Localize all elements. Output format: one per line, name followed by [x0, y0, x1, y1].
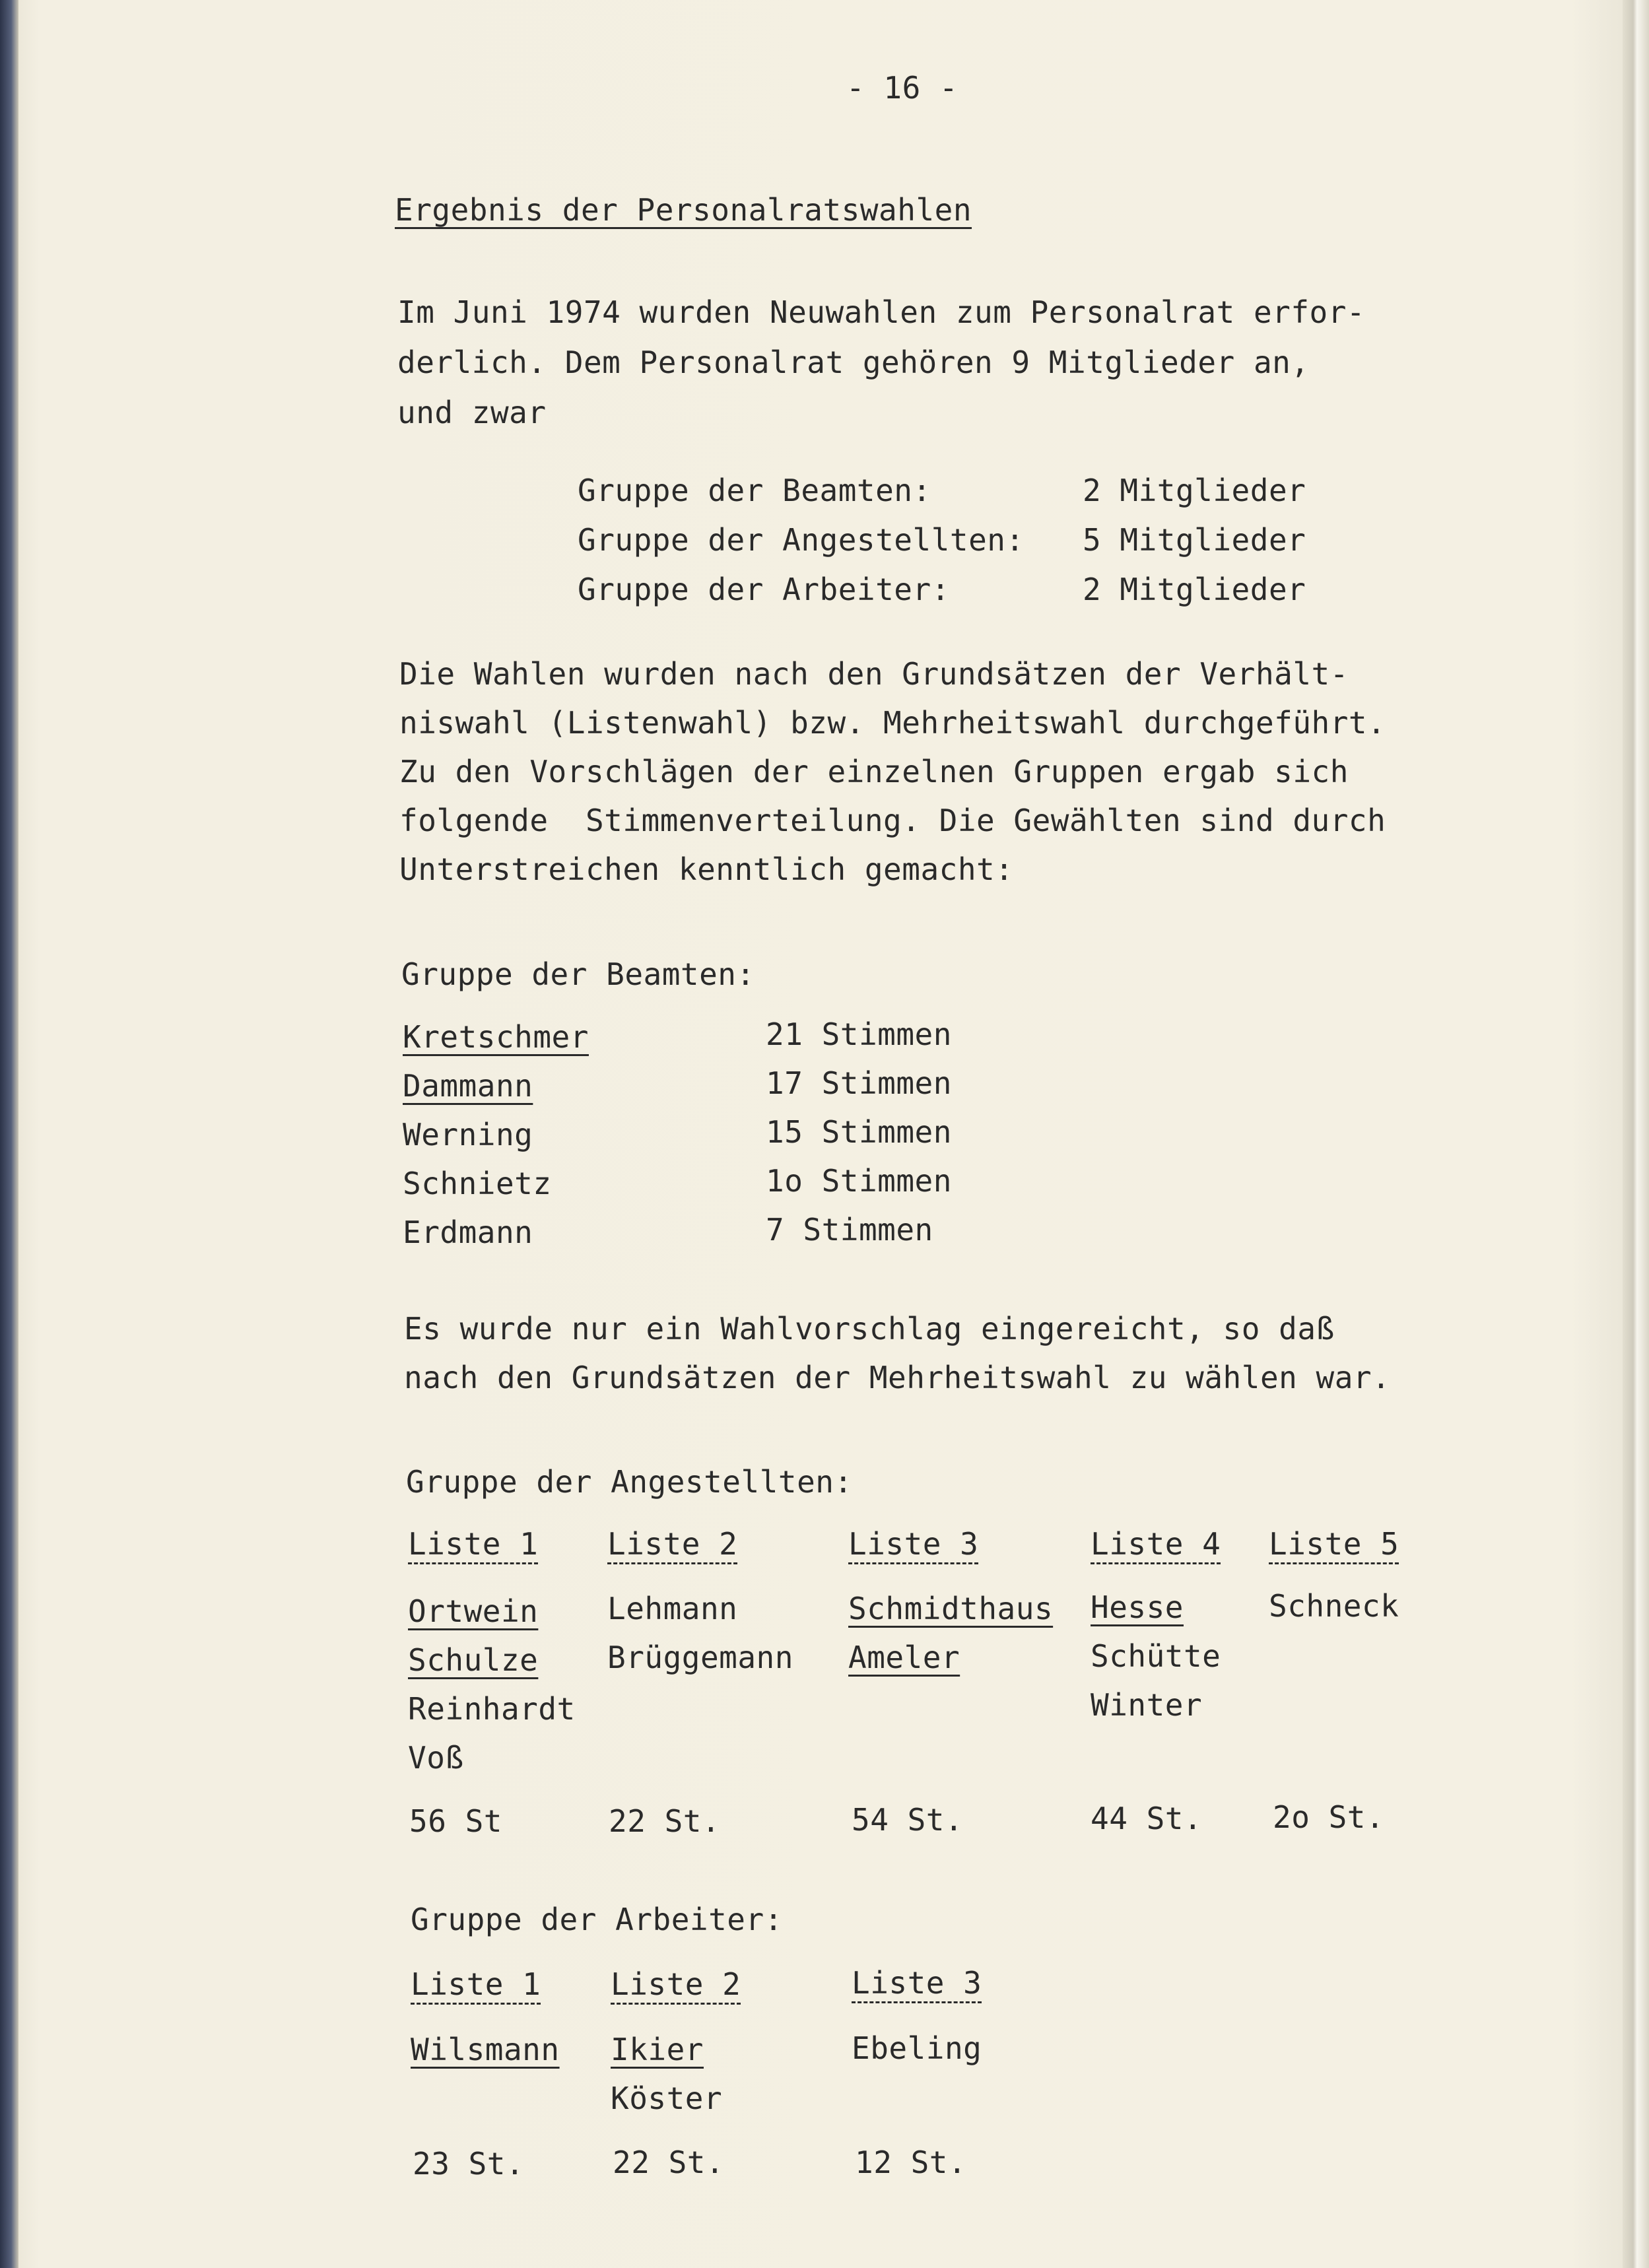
arbeiter-list-3-name-1: Ebeling: [852, 2030, 982, 2066]
arbeiter-list-3-title: Liste 3: [852, 1965, 982, 2001]
arbeiter-list-2-name-1: Ikier: [611, 2032, 704, 2067]
group-count-arbeiter: 2 Mitglieder: [1083, 572, 1306, 607]
group-label-beamte: Gruppe der Beamten:: [578, 473, 931, 508]
angestellte-list-1-name-2: Schulze: [408, 1642, 539, 1678]
angestellte-list-4-name-1: Hesse: [1091, 1589, 1184, 1625]
beamte-name-1: Kretschmer: [403, 1019, 589, 1055]
arbeiter-list-3-total: 12 St.: [855, 2145, 967, 2180]
beamte-votes-4: 1o Stimmen: [766, 1163, 952, 1199]
angestellte-list-1-name-3: Reinhardt: [408, 1691, 576, 1727]
group-count-beamte: 2 Mitglieder: [1083, 473, 1306, 508]
beamte-votes-3: 15 Stimmen: [766, 1114, 952, 1150]
method-line-4: folgende Stimmenverteilung. Die Gewählten sind durch: [399, 803, 1386, 838]
angestellte-list-3-name-1: Schmidthaus: [848, 1591, 1054, 1626]
angestellte-list-2-title: Liste 2: [607, 1526, 738, 1562]
angestellte-list-4-name-2: Schütte: [1091, 1638, 1221, 1674]
angestellte-list-5-total: 2o St.: [1273, 1799, 1385, 1835]
mehrheit-line-2: nach den Grundsätzen der Mehrheitswahl zu wählen war.: [404, 1360, 1391, 1395]
page-title: Ergebnis der Personalratswahlen: [395, 192, 972, 228]
method-line-5: Unterstreichen kenntlich gemacht:: [399, 851, 1014, 887]
arbeiter-list-1-title: Liste 1: [411, 1966, 541, 2002]
arbeiter-list-1-name-1: Wilsmann: [411, 2032, 560, 2067]
angestellte-list-1-name-1: Ortwein: [408, 1593, 539, 1629]
beamte-votes-2: 17 Stimmen: [766, 1065, 952, 1101]
arbeiter-list-2-name-2: Köster: [611, 2081, 723, 2116]
angestellte-heading: Gruppe der Angestellten:: [406, 1464, 853, 1500]
group-label-arbeiter: Gruppe der Arbeiter:: [578, 572, 950, 607]
angestellte-list-1-total: 56 St: [409, 1803, 502, 1839]
method-line-1: Die Wahlen wurden nach den Grundsätzen der Verhält-: [399, 656, 1349, 692]
page-number: - 16 -: [846, 70, 959, 106]
group-count-angestellte: 5 Mitglieder: [1083, 522, 1306, 558]
angestellte-list-5-title: Liste 5: [1269, 1526, 1399, 1562]
beamte-name-4: Schnietz: [403, 1166, 552, 1201]
beamte-heading: Gruppe der Beamten:: [401, 956, 755, 992]
angestellte-list-2-total: 22 St.: [609, 1803, 721, 1839]
angestellte-list-4-total: 44 St.: [1091, 1801, 1203, 1836]
angestellte-list-1-name-4: Voß: [408, 1740, 464, 1776]
angestellte-list-3-title: Liste 3: [848, 1526, 979, 1562]
page-edge: [1623, 0, 1649, 2268]
beamte-name-2: Dammann: [403, 1068, 533, 1104]
binding-edge: [0, 0, 18, 2268]
angestellte-list-2-name-2: Brüggemann: [607, 1640, 793, 1675]
arbeiter-heading: Gruppe der Arbeiter:: [411, 1902, 783, 1937]
beamte-votes-5: 7 Stimmen: [766, 1212, 933, 1248]
intro-line-1: Im Juni 1974 wurden Neuwahlen zum Personalrat erfor-: [397, 294, 1366, 330]
angestellte-list-2-name-1: Lehmann: [607, 1591, 738, 1626]
angestellte-list-5-name-1: Schneck: [1269, 1588, 1399, 1624]
arbeiter-list-1-total: 23 St.: [413, 2146, 525, 2182]
method-line-2: niswahl (Listenwahl) bzw. Mehrheitswahl durchgeführt.: [399, 705, 1386, 741]
beamte-name-5: Erdmann: [403, 1215, 533, 1250]
mehrheit-line-1: Es wurde nur ein Wahlvorschlag eingereicht, so daß: [404, 1311, 1335, 1347]
beamte-name-3: Werning: [403, 1117, 533, 1152]
group-label-angestellte: Gruppe der Angestellten:: [578, 522, 1025, 558]
angestellte-list-3-name-2: Ameler: [848, 1640, 960, 1675]
method-line-3: Zu den Vorschlägen der einzelnen Gruppen ergab sich: [399, 754, 1349, 789]
angestellte-list-1-title: Liste 1: [408, 1526, 539, 1562]
angestellte-list-4-title: Liste 4: [1091, 1526, 1221, 1562]
angestellte-list-4-name-3: Winter: [1091, 1687, 1203, 1723]
arbeiter-list-2-total: 22 St.: [613, 2145, 725, 2180]
arbeiter-list-2-title: Liste 2: [611, 1966, 741, 2002]
intro-line-3: und zwar: [397, 395, 547, 430]
angestellte-list-3-total: 54 St.: [852, 1802, 964, 1838]
intro-line-2: derlich. Dem Personalrat gehören 9 Mitglieder an,: [397, 345, 1310, 380]
beamte-votes-1: 21 Stimmen: [766, 1017, 952, 1052]
